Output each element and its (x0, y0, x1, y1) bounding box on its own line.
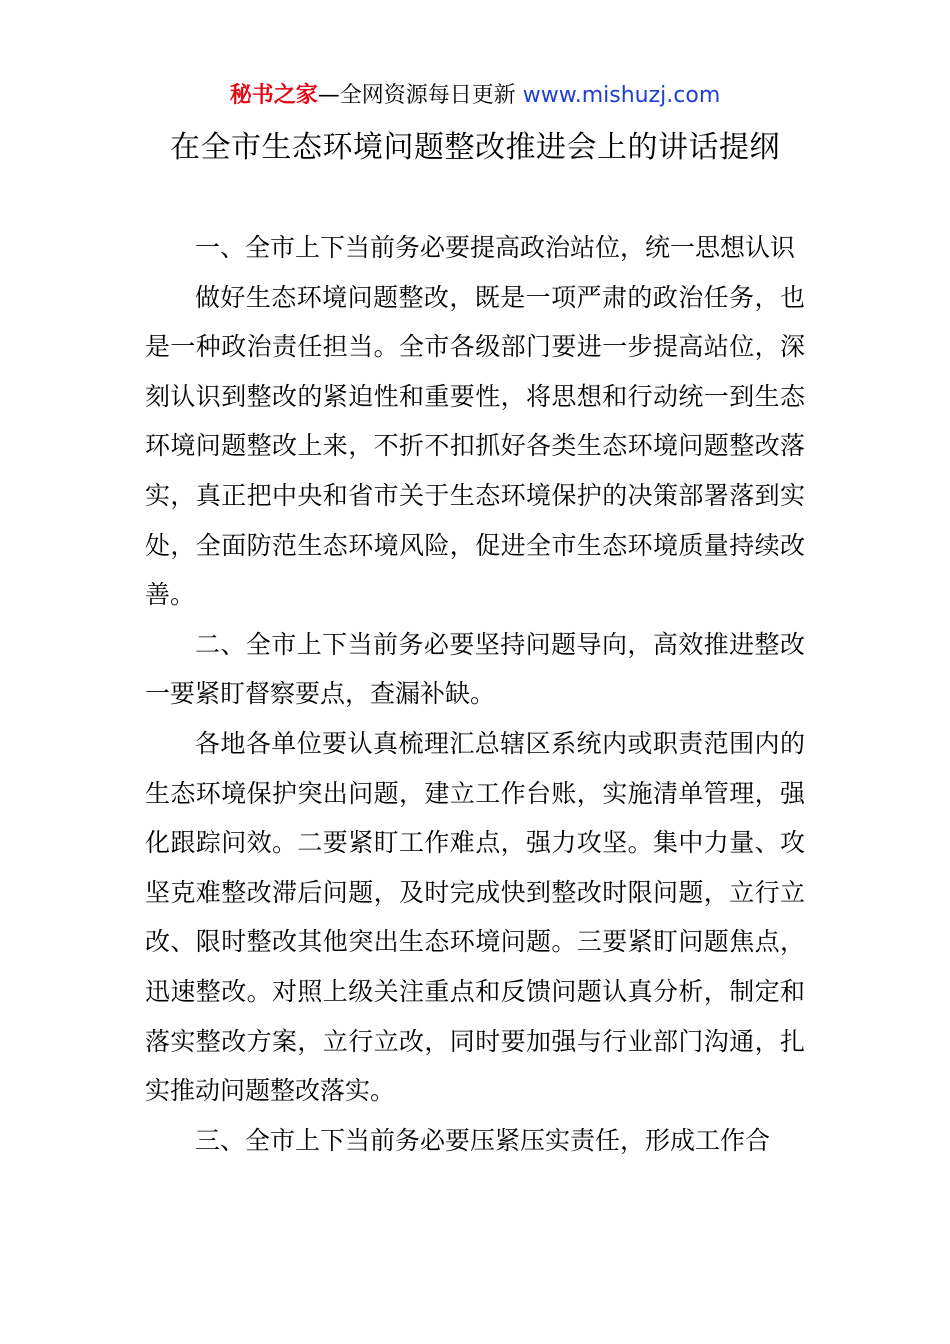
section-heading-1: 一、全市上下当前务必要提高政治站位，统一思想认识 (195, 233, 796, 262)
site-url-link[interactable]: www.mishuzj.com (522, 83, 721, 108)
section-heading-3: 三、全市上下当前务必要压紧压实责任，形成工作合 (195, 1125, 771, 1155)
body-paragraph-2: 各地各单位要认真梳理汇总辖区系统内或职责范围内的生态环境保护突出问题，建立工作台账，实施清单管理，强化跟踪问效。二要紧盯工作难点，强力攻坚。集中力量、攻坚克难整改滞后问题，及时完成快到整改时限问题，立行立改、限时整改其他突出生态环境问题。三要紧盯问题焦点，迅速整改。对照上级关注重点和反馈问题认真分析，制定和落实整改方案，立行立改，同时要加强与行业部门沟通，扎实推动问题整改落实。 (145, 728, 805, 1106)
body-paragraph-1: 做好生态环境问题整改，既是一项严肃的政治任务，也是一种政治责任担当。全市各级部门要进一步提高站位，深刻认识到整改的紧迫性和重要性，将思想和行动统一到生态环境问题整改上来，不折不扣抓好各类生态环境问题整改落实，真正把中央和省市关于生态环境保护的决策部署落到实处，全面防范生态环境风险，促进全市生态环境质量持续改善。 (145, 282, 805, 610)
document-body (145, 223, 805, 1165)
header-tagline: —全网资源每日更新 (317, 83, 523, 108)
section-heading-2: 二、全市上下当前务必要坚持问题导向，高效推进整改一要紧盯督察要点，查漏补缺。 (145, 629, 805, 709)
brand-name: 秘书之家 (229, 83, 318, 108)
document-title: 在全市生态环境问题整改推进会上的讲话提纲 (170, 130, 780, 165)
site-header (0, 80, 950, 112)
